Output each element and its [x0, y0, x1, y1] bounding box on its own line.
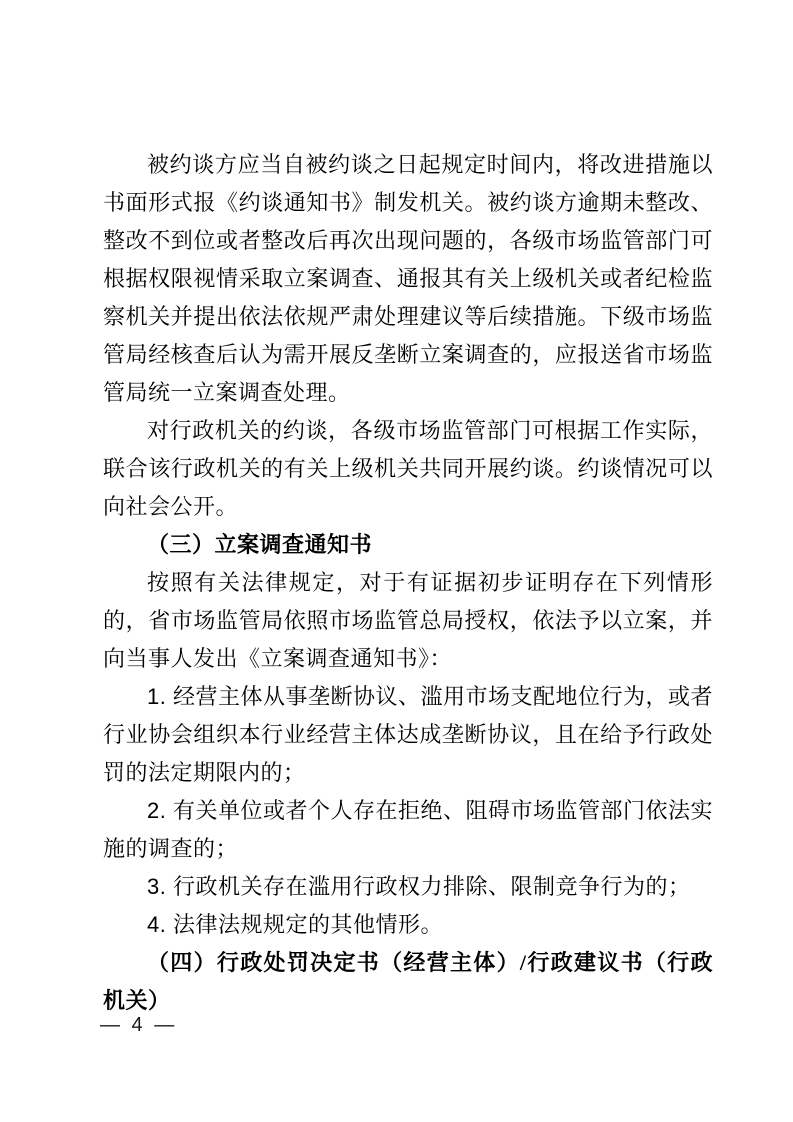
list-item-1-monopoly-agreement: 1. 经营主体从事垄断协议、滥用市场支配地位行为，或者行业协会组织本行业经营主体达成垄断协议，且在给予行政处罚的法定期限内的； — [103, 684, 713, 785]
list-item-4-other-circumstances: 4. 法律法规规定的其他情形。 — [147, 912, 443, 937]
paragraph-interview-rectification: 被约谈方应当自被约谈之日起规定时间内，将改进措施以书面形式报《约谈通知书》制发机关。被约谈方逾期未整改、整改不到位或者整改后再次出现问题的，各级市场监管部门可根据权限视情采取立案调查、通报其有关上级机关或者纪检监察机关并提出依法依规严肃处理建议等后续措施。下级市场监管局经核查后认为需开展反垄断立案调查的，应报送省市场监管局统一立案调查处理。 — [103, 152, 713, 405]
page-number: — 4 — — [100, 1014, 178, 1036]
list-item-2-refuse-obstruct-investigation: 2. 有关单位或者个人存在拒绝、阻碍市场监管部门依法实施的调查的； — [103, 798, 713, 861]
paragraph-case-filing-conditions-intro: 按照有关法律规定，对于有证据初步证明存在下列情形的，省市场监管局依照市场监管总局授权，依法予以立案，并向当事人发出《立案调查通知书》： — [103, 570, 713, 671]
list-item-3-abuse-administrative-power: 3. 行政机关存在滥用行政权力排除、限制竞争行为的； — [147, 874, 691, 899]
section-heading-3-case-filing-notice: （三）立案调查通知书 — [147, 532, 373, 557]
paragraph-admin-organ-interview: 对行政机关的约谈，各级市场监管部门可根据工作实际，联合该行政机关的有关上级机关共同开展约谈。约谈情况可以向社会公开。 — [103, 418, 713, 519]
section-heading-4-penalty-decision-suggestion: （四）行政处罚决定书（经营主体）/行政建议书（行政机关） — [103, 950, 713, 1013]
document-body — [103, 146, 713, 1020]
